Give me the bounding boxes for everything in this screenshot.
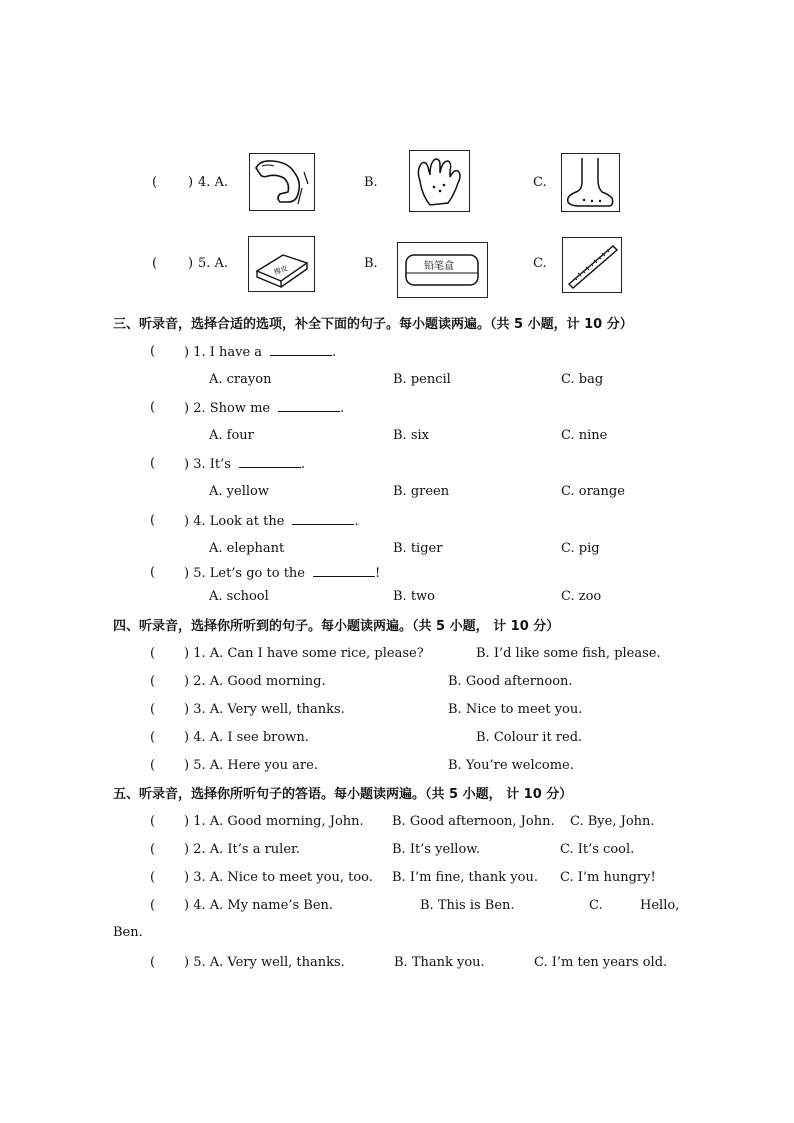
option-c-label: C.	[533, 175, 547, 190]
question-stem: ) 1. I have a .	[184, 345, 337, 360]
answer-paren: (	[150, 674, 156, 689]
option-b: B. Good afternoon.	[448, 674, 573, 689]
question-stem: ) 5. Let’s go to the !	[184, 566, 381, 581]
option-b: B. green	[393, 484, 450, 499]
option-b-label: B.	[364, 256, 378, 271]
option-a: A. crayon	[209, 372, 272, 387]
pencil-box-label: 铅笔盒	[424, 261, 454, 272]
question-stem: ) 3. It’s .	[184, 457, 306, 472]
option-a: ) 3. A. Very well, thanks.	[184, 702, 345, 717]
option-c: C. nine	[561, 428, 608, 443]
option-c: C. I’m ten years old.	[534, 955, 668, 970]
option-c: C.	[589, 898, 603, 913]
option-b: B. Thank you.	[394, 955, 485, 970]
question-number: 4. A.	[198, 175, 229, 190]
answer-paren: (	[150, 400, 156, 415]
option-b: B. tiger	[393, 541, 443, 556]
option-a: A. school	[209, 589, 269, 604]
answer-blank	[313, 565, 375, 577]
option-c: C. Bye, John.	[570, 814, 655, 829]
option-a: ) 2. A. It’s a ruler.	[184, 842, 300, 857]
answer-blank	[278, 400, 340, 412]
option-a: A. elephant	[209, 541, 285, 556]
option-b: B. Colour it red.	[476, 730, 583, 745]
option-b: B. I’m fine, thank you.	[392, 870, 538, 885]
answer-paren: (	[150, 565, 156, 580]
option-c: C. bag	[561, 372, 604, 387]
foot-icon	[561, 153, 620, 212]
section-5-header: 五、听录音，选择你所听句子的答语。每小题读两遍。（共 5 小题， 计 10 分）	[113, 787, 573, 802]
option-b-label: B.	[364, 175, 378, 190]
option-a: ) 2. A. Good morning.	[184, 674, 326, 689]
answer-paren: (	[150, 814, 156, 829]
answer-blank	[270, 344, 332, 356]
pencil-box-icon	[397, 242, 488, 298]
answer-paren: (	[150, 456, 156, 471]
option-b: B. pencil	[393, 372, 451, 387]
answer-paren-open: (	[152, 256, 158, 271]
hand-icon	[409, 150, 470, 212]
answer-paren: (	[150, 955, 156, 970]
eraser-icon	[248, 236, 315, 292]
option-b: B. Nice to meet you.	[448, 702, 583, 717]
section-3-header: 三、听录音，选择合适的选项，补全下面的句子。每小题读两遍。（共 5 小题，计 10 分）	[113, 317, 633, 332]
option-c: C. pig	[561, 541, 600, 556]
answer-paren-close: )	[188, 175, 194, 190]
option-b: B. This is Ben.	[420, 898, 515, 913]
option-b: B. You’re welcome.	[448, 758, 574, 773]
answer-paren-close: )	[188, 256, 194, 271]
option-c-wrap: Ben.	[113, 925, 143, 940]
option-c: C. It’s cool.	[560, 842, 635, 857]
option-b: B. I’d like some fish, please.	[476, 646, 661, 661]
answer-paren: (	[150, 730, 156, 745]
option-a: ) 1. A. Good morning, John.	[184, 814, 364, 829]
answer-paren-open: (	[152, 175, 158, 190]
option-a: ) 4. A. My name’s Ben.	[184, 898, 334, 913]
ruler-icon	[562, 237, 622, 293]
eraser-label: 橡皮	[272, 264, 289, 277]
answer-paren: (	[150, 870, 156, 885]
option-c-label: C.	[533, 256, 547, 271]
option-b: B. two	[393, 589, 435, 604]
option-a: ) 5. A. Here you are.	[184, 758, 318, 773]
answer-blank	[292, 513, 354, 525]
option-b: B. It’s yellow.	[392, 842, 481, 857]
option-b: B. six	[393, 428, 429, 443]
answer-paren: (	[150, 344, 156, 359]
question-stem: ) 2. Show me .	[184, 401, 345, 416]
option-a: ) 3. A. Nice to meet you, too.	[184, 870, 373, 885]
answer-paren: (	[150, 646, 156, 661]
option-a: ) 1. A. Can I have some rice, please?	[184, 646, 424, 661]
option-c: C. I’m hungry!	[560, 870, 656, 885]
answer-paren: (	[150, 758, 156, 773]
answer-paren: (	[150, 702, 156, 717]
option-a: A. four	[209, 428, 254, 443]
answer-paren: (	[150, 898, 156, 913]
answer-paren: (	[150, 513, 156, 528]
option-c: C. zoo	[561, 589, 602, 604]
option-a: ) 4. A. I see brown.	[184, 730, 309, 745]
option-a: A. yellow	[209, 484, 269, 499]
option-a: ) 5. A. Very well, thanks.	[184, 955, 345, 970]
question-number: 5. A.	[198, 256, 229, 271]
answer-paren: (	[150, 842, 156, 857]
section-4-header: 四、听录音，选择你所听到的句子。每小题读两遍。（共 5 小题， 计 10 分）	[113, 619, 560, 634]
question-stem: ) 4. Look at the .	[184, 514, 359, 529]
option-c: C. orange	[561, 484, 625, 499]
option-c-text: Hello,	[640, 898, 680, 913]
answer-blank	[239, 456, 301, 468]
option-b: B. Good afternoon, John.	[392, 814, 555, 829]
arm-icon	[249, 153, 315, 211]
